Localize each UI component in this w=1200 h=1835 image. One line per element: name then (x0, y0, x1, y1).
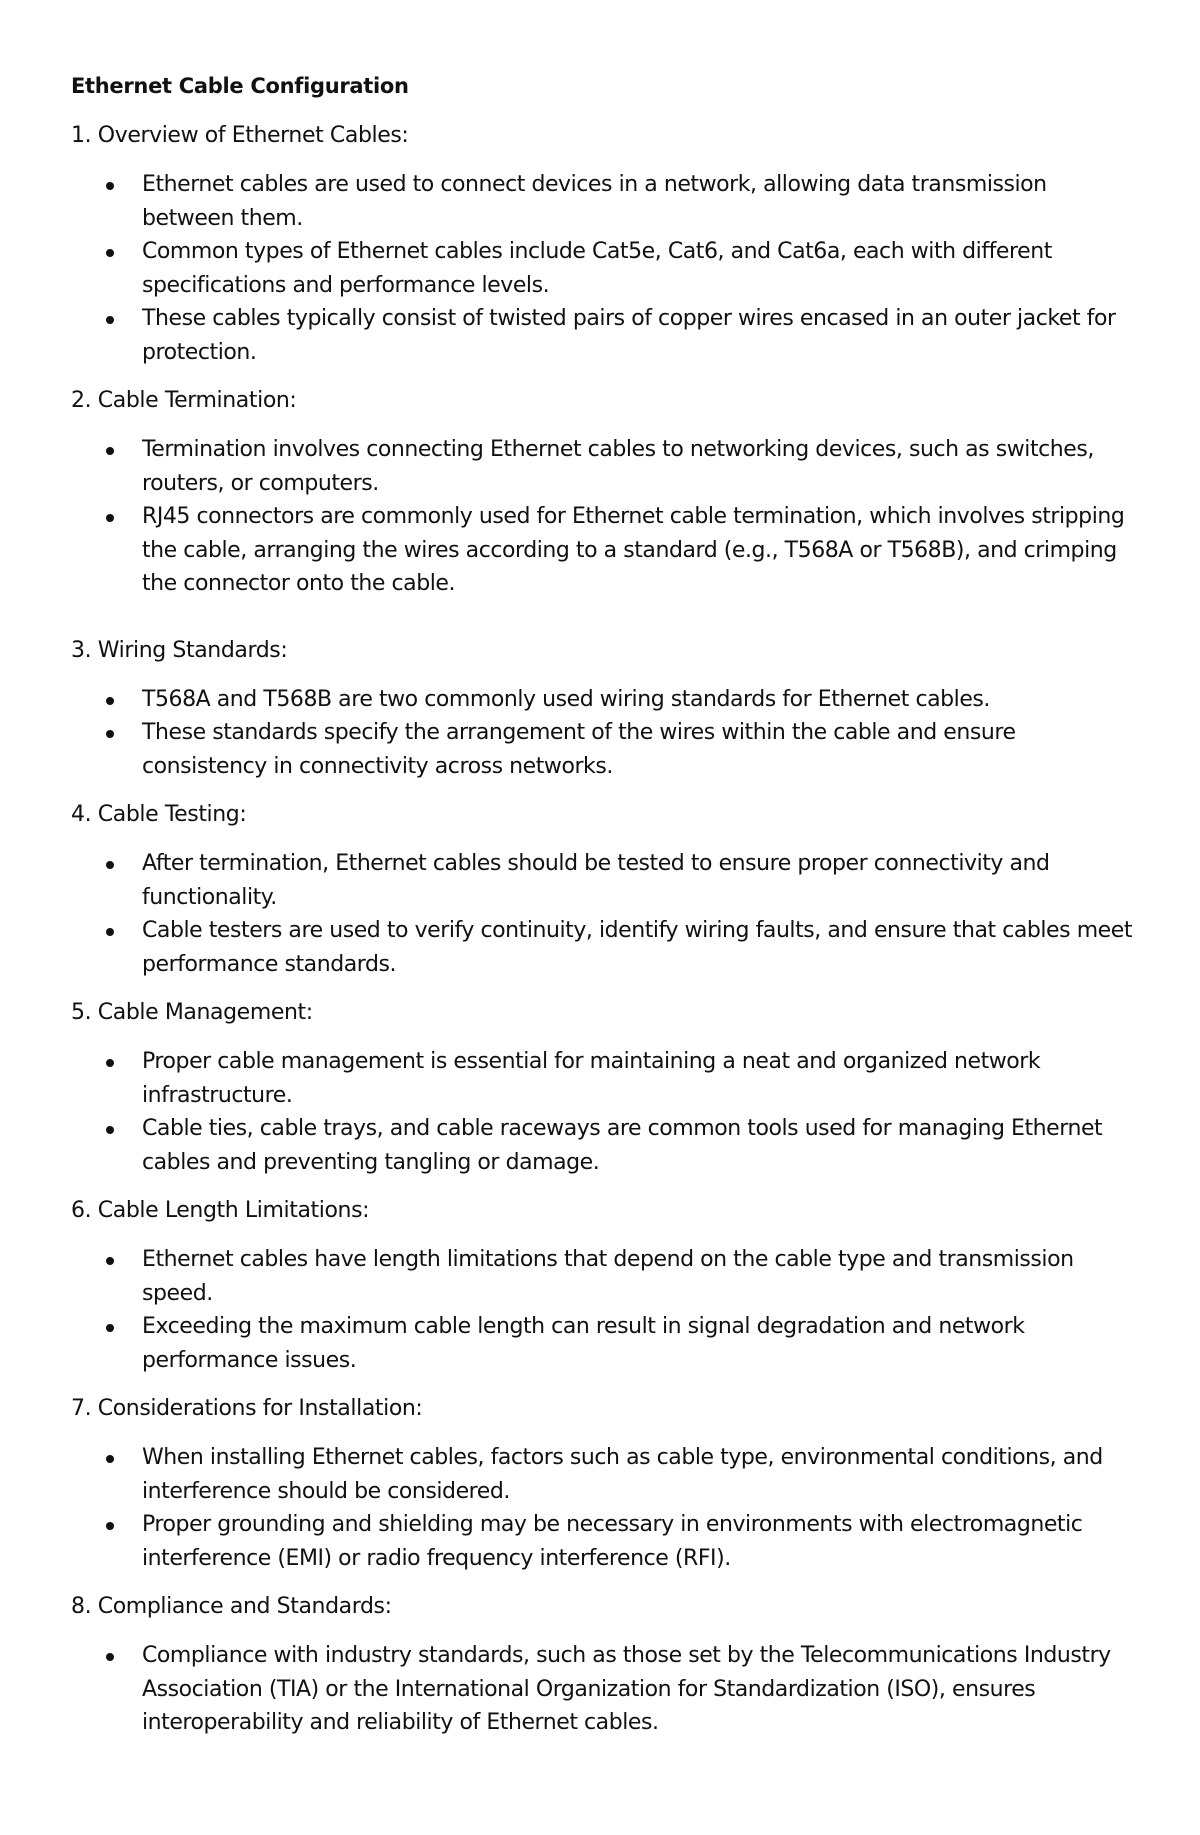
bullet-icon (106, 514, 114, 522)
list-item-text: Proper cable management is essential for maintaining a neat and organized network infrastructure. (142, 1049, 1041, 1108)
bullet-icon (106, 249, 114, 257)
bullet-icon (106, 1455, 114, 1463)
section-heading: 1. Overview of Ethernet Cables: (71, 123, 409, 148)
section-heading: 7. Considerations for Installation: (71, 1396, 423, 1421)
list-item-text: RJ45 connectors are commonly used for Ethernet cable termination, which involves stripping the cable, arranging the wires according to a standard (e.g., T568A or T568B), and crimping the connector onto the cable. (142, 504, 1125, 596)
list-item (71, 1441, 1133, 1508)
list-item (71, 716, 1133, 783)
bullet-icon (106, 447, 114, 455)
list-item-text: Cable ties, cable trays, and cable raceways are common tools used for managing Ethernet cables and preventing tangling or damage. (142, 1116, 1103, 1175)
bullet-icon (106, 1324, 114, 1332)
list-item-text: These cables typically consist of twisted pairs of copper wires encased in an outer jacket for protection. (142, 306, 1116, 365)
list-item (71, 500, 1133, 601)
section-wiring-standards (71, 635, 1140, 784)
list-item (71, 683, 1133, 717)
section-heading: 4. Cable Testing: (71, 802, 247, 827)
list-item-text: Proper grounding and shielding may be necessary in environments with electromagnetic interference (EMI) or radio frequency interference (RFI). (142, 1512, 1083, 1571)
bullet-list (71, 1243, 1140, 1377)
list-item-text: Cable testers are used to verify continuity, identify wiring faults, and ensure that cables meet performance standards. (142, 918, 1133, 977)
list-item-text: Exceeding the maximum cable length can result in signal degradation and network performance issues. (142, 1314, 1025, 1373)
section-heading: 3. Wiring Standards: (71, 637, 288, 663)
bullet-icon (106, 316, 114, 324)
section-cable-length (71, 1195, 1140, 1377)
list-item (71, 1639, 1133, 1740)
list-item (71, 1112, 1133, 1179)
list-item (71, 1508, 1133, 1575)
list-item (71, 1243, 1133, 1310)
list-item (71, 168, 1133, 235)
list-item-text: Ethernet cables have length limitations that depend on the cable type and transmission speed. (142, 1247, 1074, 1306)
bullet-icon (106, 1059, 114, 1067)
list-item-text: Common types of Ethernet cables include Cat5e, Cat6, and Cat6a, each with different specifications and performance levels. (142, 239, 1052, 298)
list-item-text: Compliance with industry standards, such as those set by the Telecommunications Industry Association (TIA) or the International Organization for Standardization (ISO), ensures interoperability and reliability of Ethernet cables. (142, 1643, 1111, 1735)
list-item-text: These standards specify the arrangement of the wires within the cable and ensure consistency in connectivity across networks. (142, 720, 1016, 779)
bullet-list (71, 1639, 1140, 1740)
bullet-icon (106, 182, 114, 190)
list-item-text: Termination involves connecting Ethernet cables to networking devices, such as switches, routers, or computers. (142, 437, 1094, 496)
list-item (71, 1310, 1133, 1377)
list-item (71, 914, 1133, 981)
bullet-icon (106, 861, 114, 869)
bullet-icon (106, 1126, 114, 1134)
section-compliance (71, 1591, 1140, 1740)
bullet-list (71, 433, 1140, 601)
section-heading: 5. Cable Management: (71, 1000, 313, 1025)
list-item (71, 433, 1133, 500)
bullet-icon (106, 1257, 114, 1265)
section-heading: 8. Compliance and Standards: (71, 1594, 392, 1619)
list-item-text: After termination, Ethernet cables should be tested to ensure proper connectivity and functionality. (142, 851, 1050, 910)
list-item-text: When installing Ethernet cables, factors such as cable type, environmental conditions, and interference should be considered. (142, 1445, 1103, 1504)
section-cable-management (71, 997, 1140, 1179)
section-installation (71, 1393, 1140, 1575)
section-heading: 6. Cable Length Limitations: (71, 1198, 370, 1223)
bullet-list (71, 1441, 1140, 1575)
list-item (71, 302, 1133, 369)
bullet-icon (106, 1653, 114, 1661)
document-title: Ethernet Cable Configuration (71, 74, 409, 98)
bullet-icon (106, 928, 114, 936)
list-item (71, 235, 1133, 302)
bullet-icon (106, 730, 114, 738)
section-termination (71, 385, 1140, 601)
list-item-text: Ethernet cables are used to connect devices in a network, allowing data transmission between them. (142, 172, 1047, 231)
list-item (71, 1045, 1133, 1112)
section-overview (71, 120, 1140, 369)
list-item-text: T568A and T568B are two commonly used wiring standards for Ethernet cables. (142, 686, 990, 712)
bullet-icon (106, 1522, 114, 1530)
bullet-list (71, 847, 1140, 981)
section-heading: 2. Cable Termination: (71, 388, 297, 413)
bullet-icon (106, 697, 114, 705)
bullet-list (71, 1045, 1140, 1179)
section-cable-testing (71, 799, 1140, 981)
bullet-list (71, 683, 1140, 784)
bullet-list (71, 168, 1140, 369)
list-item (71, 847, 1133, 914)
